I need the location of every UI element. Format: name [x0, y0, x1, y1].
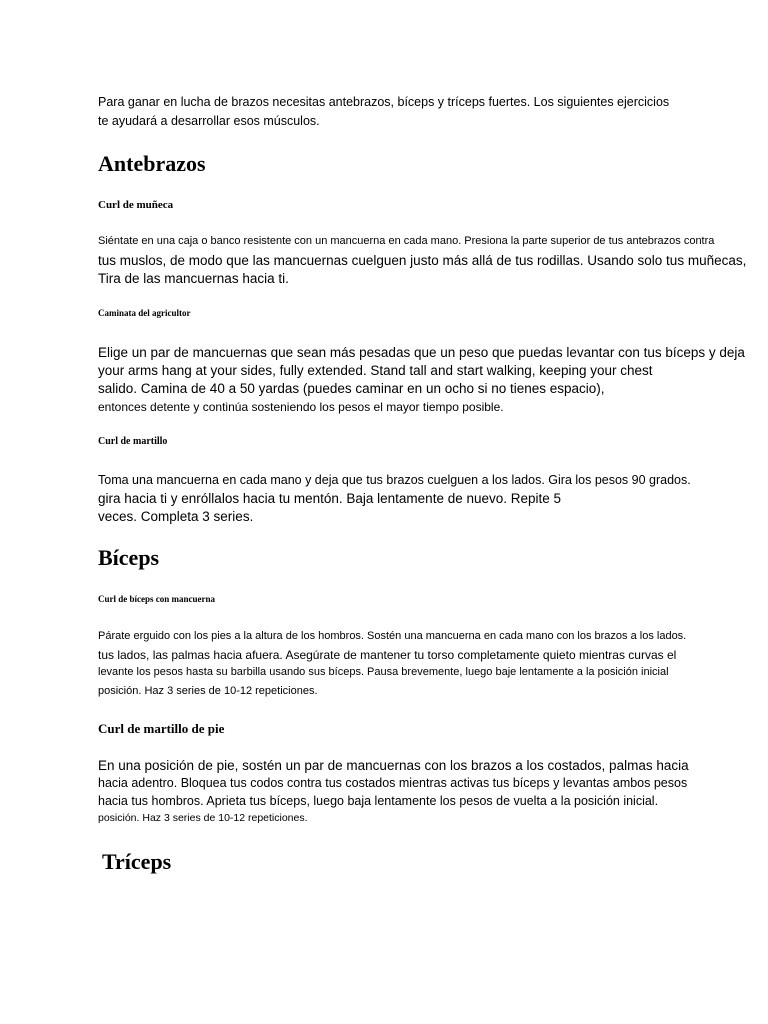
curl-martillo-line-1: Toma una mancuerna en cada mano y deja que tus brazos cuelguen a los lados. Gira los pesos 90 grados.: [98, 473, 691, 487]
curl-martillo-line-2: gira hacia ti y enróllalos hacia tu mentón. Baja lentamente de nuevo. Repite 5: [98, 491, 562, 506]
heading-triceps: Tríceps: [102, 849, 172, 874]
curl-martillo-line-3: veces. Completa 3 series.: [98, 509, 254, 524]
curl-martillo-pie-line-2: hacia adentro. Bloquea tus codos contra tus costados mientras activas tus bíceps y levantas ambos pesos: [98, 776, 688, 790]
curl-biceps-line-3: levante los pesos hasta su barbilla usando sus bíceps. Pausa brevemente, luego baje lentamente a la posición inicial: [98, 666, 669, 678]
intro-line-1: Para ganar en lucha de brazos necesitas antebrazos, bíceps y tríceps fuertes. Los siguientes ejercicios: [98, 95, 670, 109]
curl-biceps-line-4: posición. Haz 3 series de 10-12 repeticiones.: [98, 685, 318, 697]
curl-muneca-line-2: tus muslos, de modo que las mancuernas cuelguen justo más allá de tus rodillas. Usando solo tus muñecas,: [98, 253, 747, 268]
caminata-line-3: salido. Camina de 40 a 50 yardas (puedes caminar en un ocho si no tienes espacio),: [98, 381, 605, 396]
curl-martillo-pie-line-3: hacia tus hombros. Aprieta tus bíceps, luego baja lentamente los pesos de vuelta a la posición inicial.: [98, 794, 659, 808]
curl-martillo-pie-line-4: posición. Haz 3 series de 10-12 repeticiones.: [98, 812, 308, 824]
curl-biceps-line-1: Párate erguido con los pies a la altura de los hombros. Sostén una mancuerna en cada mano con los brazos a los lados.: [98, 630, 687, 642]
heading-biceps: Bíceps: [98, 545, 160, 570]
curl-biceps-line-2: tus lados, las palmas hacia afuera. Asegúrate de mantener tu torso completamente quieto mientras curvas el: [98, 648, 677, 662]
curl-muneca-line-1: Siéntate en una caja o banco resistente con un mancuerna en cada mano. Presiona la parte superior de tus antebrazos contra: [98, 235, 715, 247]
curl-martillo-pie-line-1: En una posición de pie, sostén un par de mancuernas con los brazos a los costados, palmas hacia: [98, 758, 689, 773]
caminata-line-2: your arms hang at your sides, fully extended. Stand tall and start walking, keeping your chest: [98, 363, 653, 378]
title-curl-martillo-pie: Curl de martillo de pie: [98, 721, 225, 736]
title-curl-biceps: Curl de bíceps con mancuerna: [98, 594, 215, 604]
title-curl-martillo: Curl de martillo: [98, 436, 168, 447]
caminata-line-4: entonces detente y continúa sosteniendo los pesos el mayor tiempo posible.: [98, 400, 504, 414]
title-caminata: Caminata del agricultor: [98, 308, 191, 318]
title-curl-muneca: Curl de muñeca: [98, 199, 174, 211]
caminata-line-1: Elige un par de mancuernas que sean más pesadas que un peso que puedas levantar con tus bíceps y deja: [98, 345, 745, 360]
heading-antebrazos: Antebrazos: [98, 151, 206, 176]
curl-muneca-line-3: Tira de las mancuernas hacia ti.: [98, 271, 289, 286]
intro-line-2: te ayudará a desarrollar esos músculos.: [98, 114, 320, 128]
